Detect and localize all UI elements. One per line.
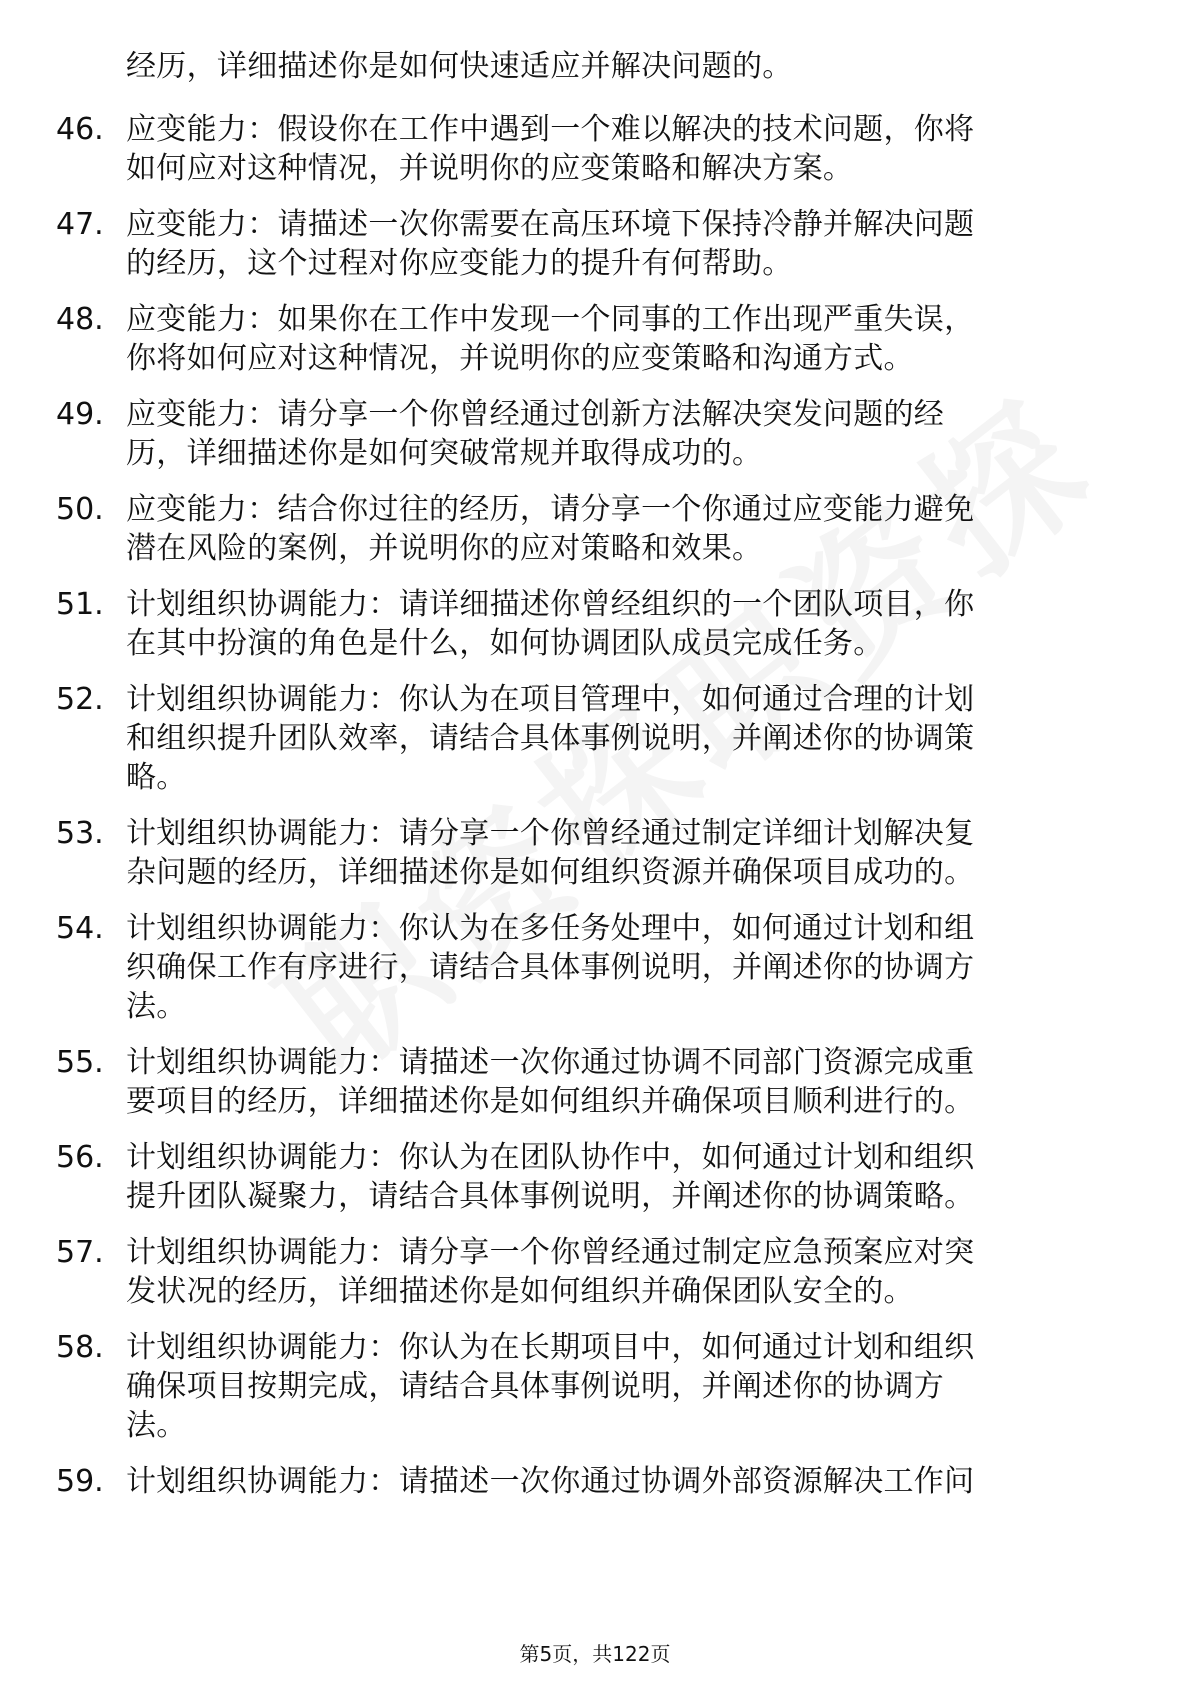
question-number: 49. xyxy=(56,397,104,432)
question-number: 55. xyxy=(56,1045,104,1080)
question-text xyxy=(126,909,1116,1026)
question-text xyxy=(126,1043,1116,1121)
question-text-line: 杂问题的经历，详细描述你是如何组织资源并确保项目成功的。 xyxy=(126,855,975,890)
question-text-line: 如何应对这种情况，并说明你的应变策略和解决方案。 xyxy=(126,151,854,186)
question-text xyxy=(126,300,1116,378)
question-text-line: 略。 xyxy=(126,760,187,795)
question-text-line: 在其中扮演的角色是什么，如何协调团队成员完成任务。 xyxy=(126,626,884,661)
question-text-line: 历，详细描述你是如何突破常规并取得成功的。 xyxy=(126,436,763,471)
question-text xyxy=(126,110,1116,188)
question-text-line: 计划组织协调能力：请描述一次你通过协调外部资源解决工作问 xyxy=(126,1464,975,1499)
question-number: 53. xyxy=(56,816,104,851)
question-text-line: 发状况的经历，详细描述你是如何组织并确保团队安全的。 xyxy=(126,1274,914,1309)
question-text-line: 经历，详细描述你是如何快速适应并解决问题的。 xyxy=(126,49,793,84)
question-text-line: 计划组织协调能力：请详细描述你曾经组织的一个团队项目，你 xyxy=(126,587,975,622)
question-text xyxy=(126,47,1116,86)
question-text-line: 计划组织协调能力：请分享一个你曾经通过制定详细计划解决复 xyxy=(126,816,975,851)
question-text-line: 的经历，这个过程对你应变能力的提升有何帮助。 xyxy=(126,246,793,281)
question-number: 46. xyxy=(56,112,104,147)
question-text xyxy=(126,490,1116,568)
question-text xyxy=(126,814,1116,892)
question-text xyxy=(126,1328,1116,1445)
question-text xyxy=(126,205,1116,283)
page-footer: 第5页，共122页 xyxy=(519,1642,671,1666)
question-text-line: 确保项目按期完成，请结合具体事例说明，并阐述你的协调方 xyxy=(126,1369,945,1404)
question-number: 58. xyxy=(56,1330,104,1365)
question-text-line: 要项目的经历，详细描述你是如何组织并确保项目顺利进行的。 xyxy=(126,1084,975,1119)
question-text-line: 法。 xyxy=(126,989,187,1024)
question-number: 51. xyxy=(56,587,104,622)
question-text xyxy=(126,1233,1116,1311)
question-text xyxy=(126,395,1116,473)
question-text xyxy=(126,1462,1116,1501)
question-text-line: 计划组织协调能力：你认为在多任务处理中，如何通过计划和组 xyxy=(126,911,975,946)
question-text-line: 应变能力：结合你过往的经历，请分享一个你通过应变能力避免 xyxy=(126,492,975,527)
question-number: 50. xyxy=(56,492,104,527)
question-text-line: 提升团队凝聚力，请结合具体事例说明，并阐述你的协调策略。 xyxy=(126,1179,975,1214)
question-text-line: 应变能力：如果你在工作中发现一个同事的工作出现严重失误， xyxy=(126,302,975,337)
question-text-line: 法。 xyxy=(126,1408,187,1443)
question-number: 59. xyxy=(56,1464,104,1499)
question-text-line: 计划组织协调能力：你认为在长期项目中，如何通过计划和组织 xyxy=(126,1330,975,1365)
question-text-line: 潜在风险的案例，并说明你的应对策略和效果。 xyxy=(126,531,763,566)
question-text xyxy=(126,680,1116,797)
question-text xyxy=(126,1138,1116,1216)
question-number: 52. xyxy=(56,682,104,717)
question-number: 54. xyxy=(56,911,104,946)
question-text-line: 你将如何应对这种情况，并说明你的应变策略和沟通方式。 xyxy=(126,341,914,376)
question-text-line: 计划组织协调能力：你认为在团队协作中，如何通过计划和组织 xyxy=(126,1140,975,1175)
question-number: 57. xyxy=(56,1235,104,1270)
question-text-line: 计划组织协调能力：你认为在项目管理中，如何通过合理的计划 xyxy=(126,682,975,717)
question-text-line: 应变能力：请分享一个你曾经通过创新方法解决突发问题的经 xyxy=(126,397,945,432)
question-text-line: 和组织提升团队效率，请结合具体事例说明，并阐述你的协调策 xyxy=(126,721,975,756)
question-number: 48. xyxy=(56,302,104,337)
question-number: 56. xyxy=(56,1140,104,1175)
question-text-line: 织确保工作有序进行，请结合具体事例说明，并阐述你的协调方 xyxy=(126,950,975,985)
question-text-line: 计划组织协调能力：请描述一次你通过协调不同部门资源完成重 xyxy=(126,1045,975,1080)
question-text-line: 应变能力：假设你在工作中遇到一个难以解决的技术问题，你将 xyxy=(126,112,975,147)
question-number: 47. xyxy=(56,207,104,242)
question-text-line: 计划组织协调能力：请分享一个你曾经通过制定应急预案应对突 xyxy=(126,1235,975,1270)
question-text xyxy=(126,585,1116,663)
question-text-line: 应变能力：请描述一次你需要在高压环境下保持冷静并解决问题 xyxy=(126,207,975,242)
